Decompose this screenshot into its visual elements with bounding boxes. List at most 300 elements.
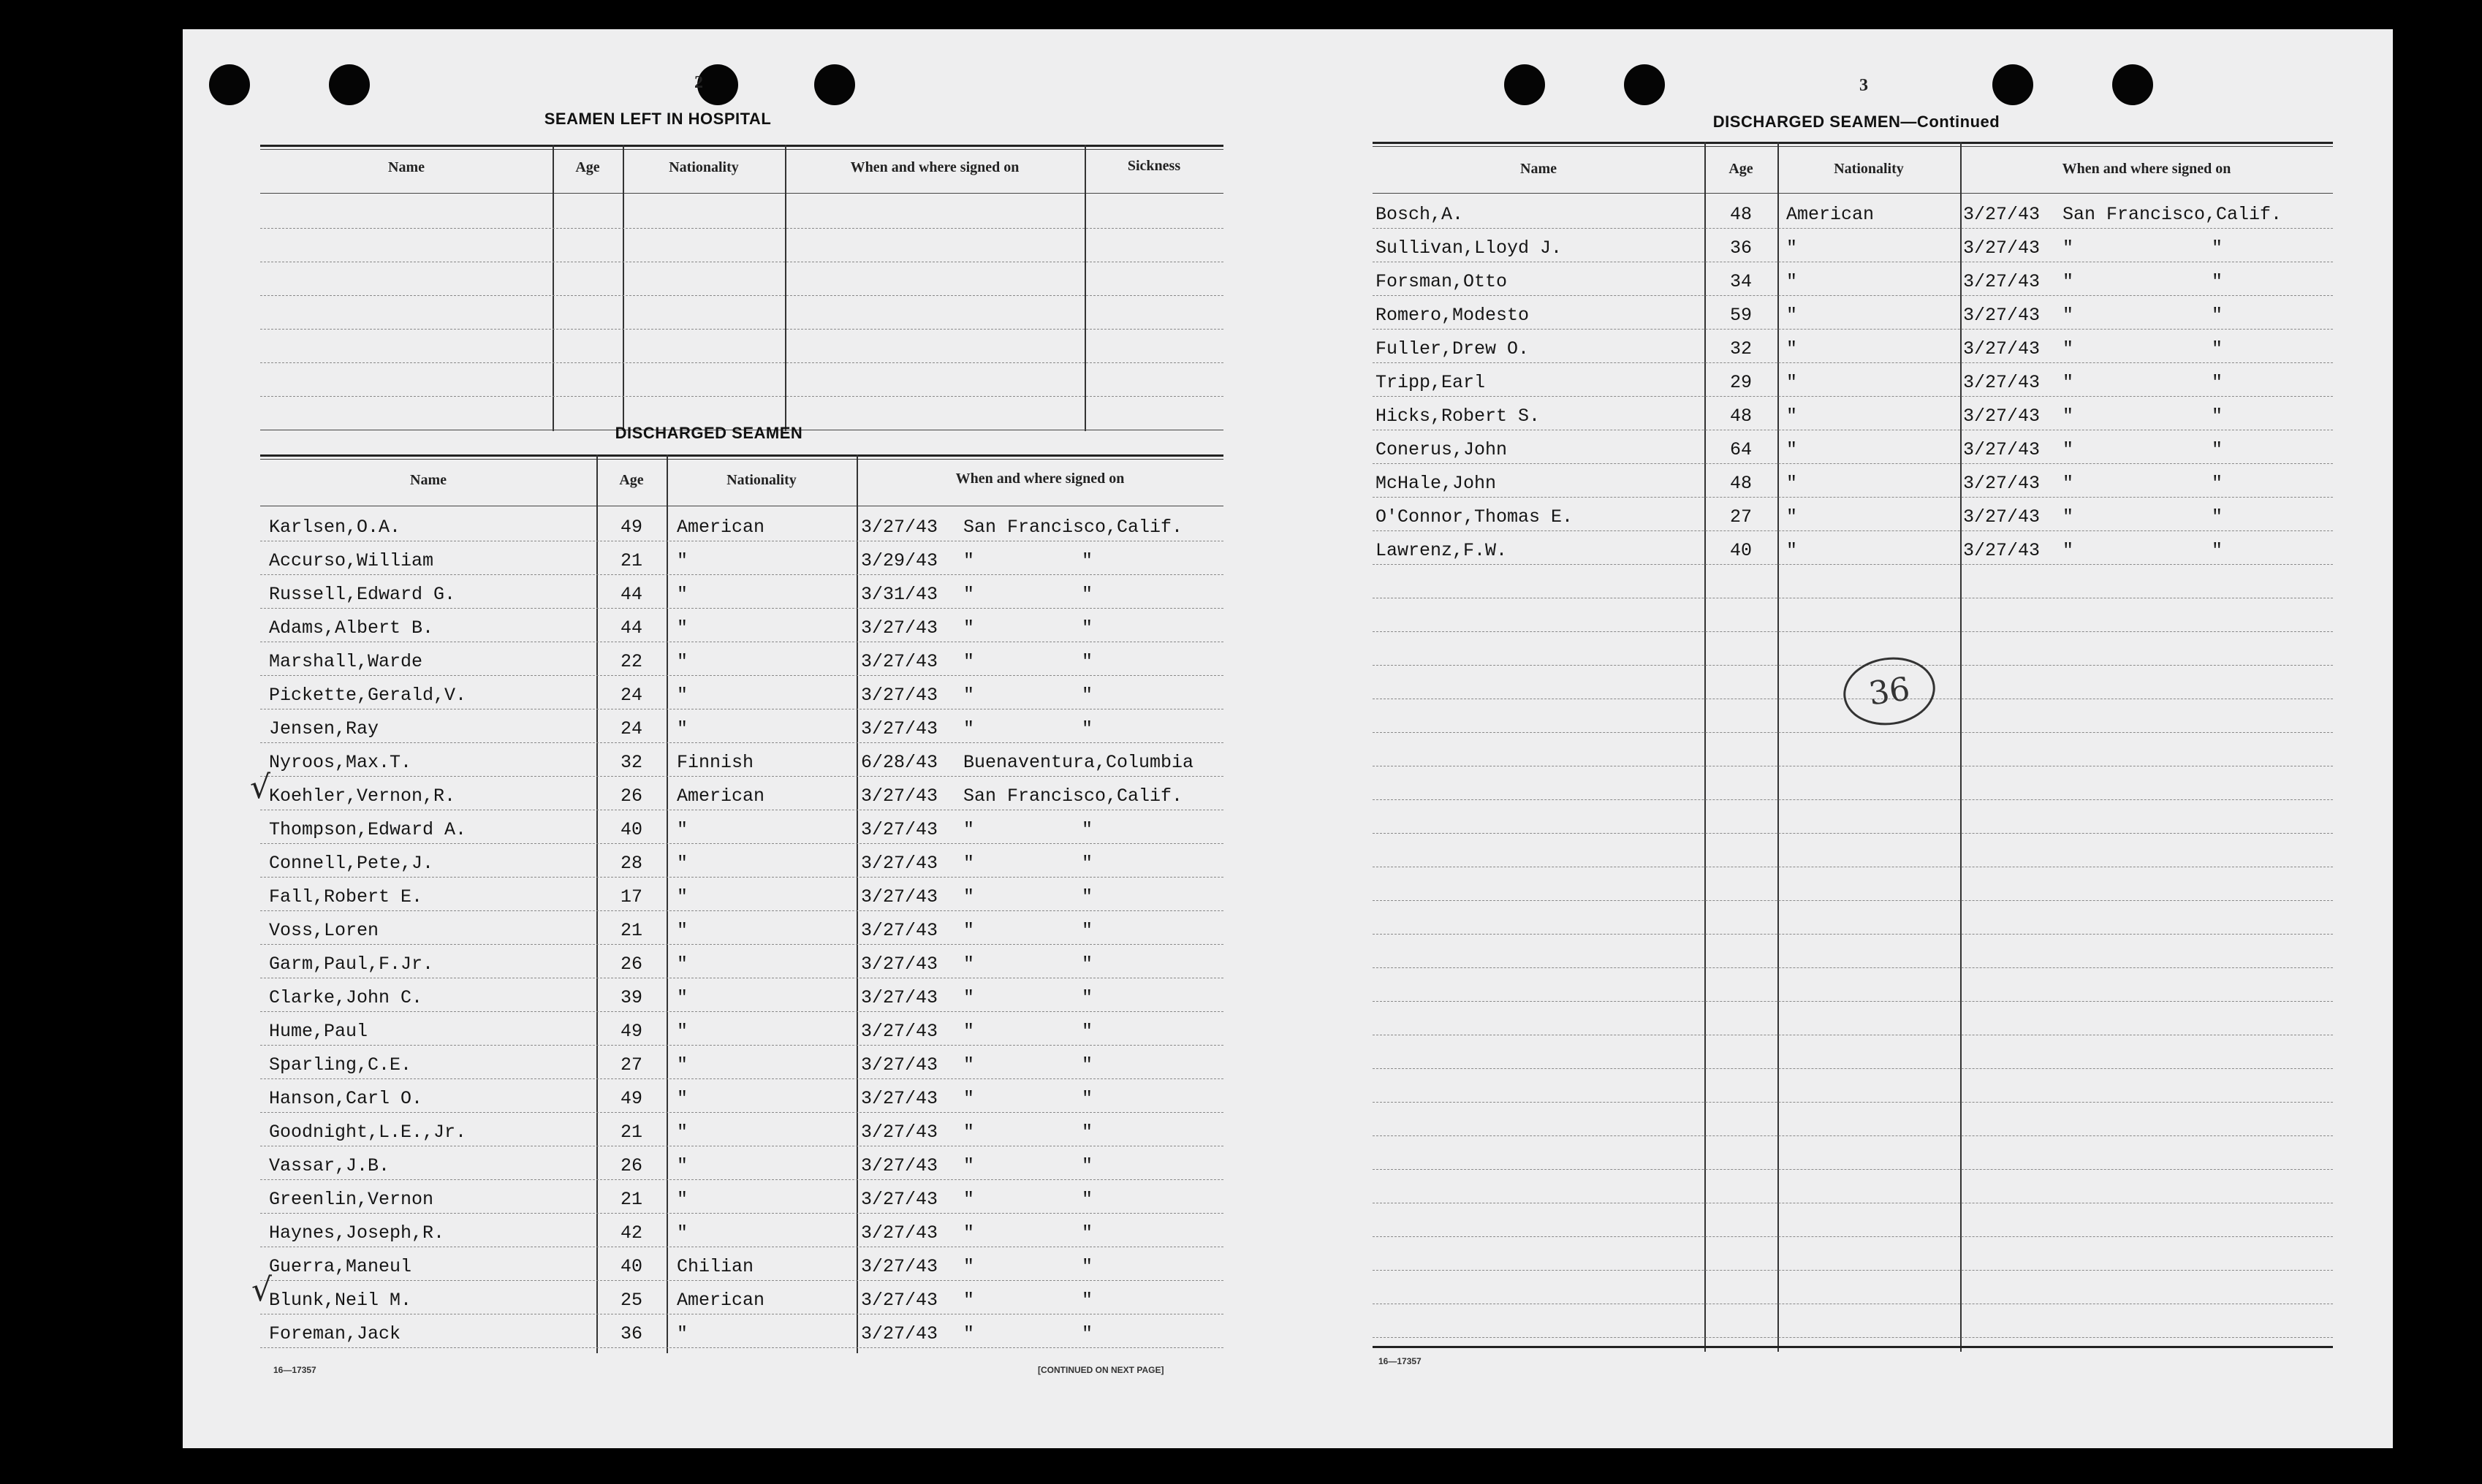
col-header: Name <box>388 159 425 175</box>
signed-on-place: " <box>963 987 975 1008</box>
col-header: Nationality <box>1834 161 1904 177</box>
table-row <box>260 1280 1223 1314</box>
signed-on-state: " <box>1082 1222 1093 1244</box>
signed-on-state: " <box>1082 987 1093 1008</box>
table-row <box>1373 564 2333 598</box>
seaman-name: Fuller,Drew O. <box>1375 338 1530 359</box>
signed-on-place: " <box>963 1290 975 1311</box>
seaman-nationality: " <box>1786 506 1798 528</box>
table-row <box>1373 295 2333 330</box>
signed-on-state: " <box>1082 1256 1093 1277</box>
signed-on-place: " <box>963 1054 975 1076</box>
signed-on-place: Buenaventura,Columbia <box>963 752 1194 773</box>
signed-on-date: 3/27/43 <box>1963 271 2041 292</box>
signed-on-date: 3/27/43 <box>1963 473 2041 494</box>
table-row <box>1373 228 2333 262</box>
seaman-nationality: " <box>677 584 688 605</box>
table-row <box>1373 732 2333 766</box>
seaman-name: Foreman,Jack <box>269 1323 401 1344</box>
signed-on-date: 3/27/43 <box>861 1290 938 1311</box>
table-row <box>1373 867 2333 901</box>
seaman-age: 40 <box>1729 540 1752 561</box>
signed-on-state: " <box>2212 237 2223 259</box>
table-row <box>1373 900 2333 935</box>
signed-on-place: " <box>963 1323 975 1344</box>
signed-on-date: 3/29/43 <box>861 550 938 571</box>
seaman-name: Voss,Loren <box>269 920 379 941</box>
seaman-age: 21 <box>620 550 642 571</box>
signed-on-place: " <box>963 1021 975 1042</box>
signed-on-state: " <box>1082 1155 1093 1176</box>
signed-on-state: " <box>1082 651 1093 672</box>
seaman-nationality: " <box>677 1155 688 1176</box>
seaman-name: Blunk,Neil M. <box>269 1290 412 1311</box>
signed-on-place: " <box>963 1256 975 1277</box>
table-row <box>1373 1102 2333 1136</box>
table-row <box>260 910 1223 945</box>
signed-on-date: 3/27/43 <box>861 1122 938 1143</box>
punch-hole <box>814 64 855 105</box>
seaman-nationality: " <box>1786 271 1798 292</box>
signed-on-place: " <box>2062 338 2074 359</box>
seaman-nationality: " <box>1786 305 1798 326</box>
seaman-nationality: " <box>677 617 688 639</box>
signed-on-date: 3/27/43 <box>861 1021 938 1042</box>
seaman-nationality: " <box>677 1122 688 1143</box>
seaman-name: Pickette,Gerald,V. <box>269 685 467 706</box>
seaman-age: 25 <box>620 1290 642 1311</box>
seaman-nationality: " <box>677 1189 688 1210</box>
seaman-nationality: " <box>1786 540 1798 561</box>
seaman-nationality: " <box>677 987 688 1008</box>
signed-on-place: San Francisco,Calif. <box>963 517 1183 538</box>
table-row <box>1373 329 2333 363</box>
seaman-name: Adams,Albert B. <box>269 617 434 639</box>
signed-on-state: " <box>1082 954 1093 975</box>
seaman-name: Clarke,John C. <box>269 987 423 1008</box>
seaman-nationality: Chilian <box>677 1256 754 1277</box>
col-header: When and where signed on <box>955 471 1125 487</box>
signed-on-date: 3/27/43 <box>861 1088 938 1109</box>
seaman-nationality: " <box>677 920 688 941</box>
table-row <box>1373 1304 2333 1338</box>
signed-on-date: 3/27/43 <box>861 617 938 639</box>
seaman-name: Conerus,John <box>1375 439 1508 460</box>
seaman-age: 36 <box>1729 237 1752 259</box>
signed-on-place: " <box>963 886 975 907</box>
table-row <box>1373 463 2333 498</box>
signed-on-date: 3/27/43 <box>861 785 938 807</box>
seaman-nationality: " <box>677 886 688 907</box>
seaman-nationality: " <box>1786 237 1798 259</box>
signed-on-place: " <box>963 1122 975 1143</box>
table-row <box>1373 1169 2333 1203</box>
col-header: Age <box>575 159 600 175</box>
signed-on-place: " <box>2062 506 2074 528</box>
signed-on-date: 3/27/43 <box>1963 305 2041 326</box>
table-row <box>260 675 1223 709</box>
signed-on-place: " <box>2062 237 2074 259</box>
col-header: Age <box>1728 161 1753 177</box>
signed-on-state: " <box>1082 1088 1093 1109</box>
seaman-name: Guerra,Maneul <box>269 1256 412 1277</box>
seaman-name: Russell,Edward G. <box>269 584 456 605</box>
seaman-name: Sullivan,Lloyd J. <box>1375 237 1563 259</box>
seaman-nationality: " <box>677 1323 688 1344</box>
col-header: Nationality <box>726 472 797 488</box>
signed-on-state: " <box>2212 271 2223 292</box>
discharged-table <box>260 454 1223 1353</box>
signed-on-place: " <box>963 651 975 672</box>
table-row <box>1373 598 2333 632</box>
table-row <box>260 978 1223 1012</box>
seaman-nationality: " <box>1786 439 1798 460</box>
signed-on-date: 3/27/43 <box>861 718 938 739</box>
seaman-name: Koehler,Vernon,R. <box>269 785 456 807</box>
signed-on-place: " <box>963 819 975 840</box>
table-row <box>260 507 1223 541</box>
signed-on-date: 3/27/43 <box>1963 204 2041 225</box>
table-row <box>1373 934 2333 968</box>
table-row <box>1373 1135 2333 1170</box>
seaman-age: 32 <box>620 752 642 773</box>
seaman-name: Forsman,Otto <box>1375 271 1508 292</box>
signed-on-state: " <box>1082 584 1093 605</box>
table-row <box>1373 1001 2333 1035</box>
signed-on-date: 3/27/43 <box>1963 439 2041 460</box>
seaman-name: O'Connor,Thomas E. <box>1375 506 1574 528</box>
seaman-age: 59 <box>1729 305 1752 326</box>
signed-on-place: " <box>963 617 975 639</box>
table-row <box>260 709 1223 743</box>
col-header: Age <box>619 472 644 488</box>
signed-on-date: 3/27/43 <box>861 886 938 907</box>
seaman-nationality: " <box>1786 406 1798 427</box>
seaman-nationality: " <box>1786 473 1798 494</box>
signed-on-state: " <box>2212 406 2223 427</box>
signed-on-state: " <box>1082 718 1093 739</box>
seaman-age: 29 <box>1729 372 1752 393</box>
seaman-age: 26 <box>620 1155 642 1176</box>
signed-on-place: San Francisco,Calif. <box>963 785 1183 807</box>
signed-on-date: 3/27/43 <box>1963 372 2041 393</box>
seaman-age: 48 <box>1729 473 1752 494</box>
seaman-nationality: " <box>677 819 688 840</box>
seaman-age: 26 <box>620 785 642 807</box>
seaman-nationality: American <box>677 785 765 807</box>
table-row <box>1373 631 2333 666</box>
seaman-nationality: Finnish <box>677 752 754 773</box>
signed-on-place: " <box>963 853 975 874</box>
seaman-name: Jensen,Ray <box>269 718 379 739</box>
seaman-name: Marshall,Warde <box>269 651 423 672</box>
signed-on-state: " <box>2212 372 2223 393</box>
signed-on-date: 3/27/43 <box>861 954 938 975</box>
signed-on-state: " <box>1082 617 1093 639</box>
signed-on-date: 3/31/43 <box>861 584 938 605</box>
continued-note: [CONTINUED ON NEXT PAGE] <box>1038 1365 1164 1375</box>
form-number: 16—17357 <box>1378 1356 1422 1366</box>
signed-on-state: " <box>1082 920 1093 941</box>
table-row <box>1373 967 2333 1002</box>
seaman-age: 17 <box>620 886 642 907</box>
table-row <box>1373 362 2333 397</box>
table-row <box>1373 1068 2333 1103</box>
seaman-name: Lawrenz,F.W. <box>1375 540 1508 561</box>
discharged-continued-title: DISCHARGED SEAMEN—Continued <box>1712 113 2000 131</box>
signed-on-date: 3/27/43 <box>861 1054 938 1076</box>
seaman-name: Thompson,Edward A. <box>269 819 467 840</box>
discharged-continued-table <box>1373 142 2333 1352</box>
punch-hole <box>1504 64 1545 105</box>
seaman-name: Vassar,J.B. <box>269 1155 390 1176</box>
seaman-nationality: " <box>677 954 688 975</box>
table-row <box>260 776 1223 810</box>
seaman-name: Karlsen,O.A. <box>269 517 401 538</box>
table-row <box>260 541 1223 575</box>
form-number: 16—17357 <box>273 1365 316 1375</box>
table-row <box>1373 1270 2333 1304</box>
seaman-nationality: " <box>677 550 688 571</box>
punch-hole <box>1992 64 2033 105</box>
seaman-age: 49 <box>620 517 642 538</box>
signed-on-date: 3/27/43 <box>861 819 938 840</box>
document-sheet <box>183 29 2393 1448</box>
table-row <box>260 1078 1223 1113</box>
table-row <box>1373 766 2333 800</box>
signed-on-date: 3/27/43 <box>1963 237 2041 259</box>
seaman-age: 39 <box>620 987 642 1008</box>
seaman-name: Tripp,Earl <box>1375 372 1486 393</box>
signed-on-place: " <box>2062 406 2074 427</box>
table-row <box>260 1314 1223 1348</box>
seaman-age: 49 <box>620 1088 642 1109</box>
hospital-title: SEAMEN LEFT IN HOSPITAL <box>544 110 772 128</box>
col-header: When and where signed on <box>2062 161 2231 177</box>
seaman-nationality: " <box>677 651 688 672</box>
punch-hole <box>329 64 370 105</box>
signed-on-date: 3/27/43 <box>861 651 938 672</box>
table-row <box>260 843 1223 878</box>
seaman-name: Bosch,A. <box>1375 204 1464 225</box>
seaman-age: 27 <box>620 1054 642 1076</box>
seaman-nationality: " <box>1786 372 1798 393</box>
signed-on-date: 3/27/43 <box>861 1189 938 1210</box>
seaman-name: Sparling,C.E. <box>269 1054 412 1076</box>
seaman-age: 48 <box>1729 204 1752 225</box>
signed-on-state: " <box>1082 819 1093 840</box>
col-header: Sickness <box>1127 158 1181 174</box>
signed-on-place: " <box>963 1222 975 1244</box>
table-row <box>260 1213 1223 1247</box>
signed-on-state: " <box>2212 473 2223 494</box>
table-row <box>260 877 1223 911</box>
signed-on-state: " <box>1082 853 1093 874</box>
signed-on-state: " <box>2212 540 2223 561</box>
seaman-age: 32 <box>1729 338 1752 359</box>
table-row <box>260 742 1223 777</box>
signed-on-state: " <box>2212 338 2223 359</box>
check-mark: √ <box>251 1271 273 1309</box>
signed-on-date: 3/27/43 <box>861 1222 938 1244</box>
signed-on-state: " <box>1082 1021 1093 1042</box>
seaman-age: 42 <box>620 1222 642 1244</box>
signed-on-place: " <box>963 718 975 739</box>
signed-on-date: 3/27/43 <box>1963 338 2041 359</box>
signed-on-state: " <box>1082 685 1093 706</box>
signed-on-state: " <box>2212 506 2223 528</box>
table-row <box>260 1011 1223 1046</box>
seaman-age: 44 <box>620 584 642 605</box>
seaman-nationality: " <box>677 685 688 706</box>
signed-on-place: San Francisco,Calif. <box>2062 204 2282 225</box>
col-header: When and where signed on <box>850 159 1020 175</box>
table-row <box>1373 396 2333 430</box>
seaman-name: Hanson,Carl O. <box>269 1088 423 1109</box>
signed-on-place: " <box>963 1189 975 1210</box>
signed-on-place: " <box>2062 439 2074 460</box>
seaman-nationality: American <box>677 1290 765 1311</box>
seaman-name: Nyroos,Max.T. <box>269 752 412 773</box>
seaman-age: 48 <box>1729 406 1752 427</box>
signed-on-state: " <box>2212 305 2223 326</box>
signed-on-place: " <box>963 550 975 571</box>
seaman-age: 21 <box>620 920 642 941</box>
signed-on-place: " <box>2062 305 2074 326</box>
seaman-name: McHale,John <box>1375 473 1497 494</box>
table-row <box>260 1045 1223 1079</box>
signed-on-date: 3/27/43 <box>861 987 938 1008</box>
seaman-age: 21 <box>620 1189 642 1210</box>
table-row <box>1373 833 2333 867</box>
col-header: Nationality <box>669 159 739 175</box>
seaman-age: 26 <box>620 954 642 975</box>
table-row <box>1373 1035 2333 1069</box>
hospital-table <box>260 145 1223 431</box>
signed-on-date: 3/27/43 <box>861 1256 938 1277</box>
signed-on-date: 3/27/43 <box>1963 406 2041 427</box>
table-row <box>260 608 1223 642</box>
signed-on-date: 3/27/43 <box>861 920 938 941</box>
signed-on-date: 3/27/43 <box>861 853 938 874</box>
punch-hole <box>697 64 738 105</box>
table-row <box>1373 194 2333 229</box>
signed-on-place: " <box>963 685 975 706</box>
signed-on-place: " <box>963 920 975 941</box>
signed-on-place: " <box>963 1155 975 1176</box>
circled-count-note: 36 <box>1839 652 1940 731</box>
table-row <box>260 1146 1223 1180</box>
seaman-age: 22 <box>620 651 642 672</box>
seaman-name: Hicks,Robert S. <box>1375 406 1541 427</box>
table-row <box>260 810 1223 844</box>
signed-on-place: " <box>963 954 975 975</box>
table-row <box>260 642 1223 676</box>
table-row <box>1373 262 2333 296</box>
seaman-age: 40 <box>620 1256 642 1277</box>
punch-hole <box>209 64 250 105</box>
signed-on-date: 3/27/43 <box>861 1323 938 1344</box>
table-row <box>1373 530 2333 565</box>
seaman-age: 40 <box>620 819 642 840</box>
seaman-nationality: " <box>677 1054 688 1076</box>
discharged-title: DISCHARGED SEAMEN <box>615 424 803 442</box>
seaman-name: Fall,Robert E. <box>269 886 423 907</box>
signed-on-date: 3/27/43 <box>1963 506 2041 528</box>
seaman-nationality: American <box>677 517 765 538</box>
table-row <box>1373 430 2333 464</box>
seaman-name: Haynes,Joseph,R. <box>269 1222 445 1244</box>
signed-on-state: " <box>2212 439 2223 460</box>
seaman-age: 21 <box>620 1122 642 1143</box>
table-row <box>260 1179 1223 1214</box>
signed-on-state: " <box>1082 550 1093 571</box>
signed-on-state: " <box>1082 1189 1093 1210</box>
seaman-name: Greenlin,Vernon <box>269 1189 434 1210</box>
page-number: 3 <box>1859 76 1868 95</box>
seaman-nationality: " <box>1786 338 1798 359</box>
seaman-age: 49 <box>620 1021 642 1042</box>
seaman-age: 24 <box>620 718 642 739</box>
seaman-nationality: " <box>677 1222 688 1244</box>
seaman-name: Connell,Pete,J. <box>269 853 434 874</box>
table-row <box>1373 1236 2333 1271</box>
seaman-age: 34 <box>1729 271 1752 292</box>
table-row <box>260 574 1223 609</box>
signed-on-date: 3/27/43 <box>1963 540 2041 561</box>
signed-on-place: " <box>2062 271 2074 292</box>
seaman-age: 27 <box>1729 506 1752 528</box>
page-number: 2 <box>694 73 703 92</box>
table-row <box>1373 799 2333 834</box>
table-row <box>260 1247 1223 1281</box>
signed-on-state: " <box>1082 1290 1093 1311</box>
seaman-name: Hume,Paul <box>269 1021 368 1042</box>
seaman-nationality: " <box>677 1088 688 1109</box>
signed-on-date: 6/28/43 <box>861 752 938 773</box>
seaman-age: 24 <box>620 685 642 706</box>
signed-on-place: " <box>963 1088 975 1109</box>
seaman-nationality: " <box>677 1021 688 1042</box>
table-row <box>260 1112 1223 1146</box>
seaman-age: 64 <box>1729 439 1752 460</box>
signed-on-state: " <box>1082 1323 1093 1344</box>
col-header: Name <box>1520 161 1557 177</box>
signed-on-date: 3/27/43 <box>861 685 938 706</box>
table-row <box>1373 1203 2333 1237</box>
seaman-age: 28 <box>620 853 642 874</box>
signed-on-state: " <box>1082 886 1093 907</box>
signed-on-place: " <box>2062 473 2074 494</box>
punch-hole <box>1624 64 1665 105</box>
signed-on-place: " <box>2062 540 2074 561</box>
signed-on-date: 3/27/43 <box>861 517 938 538</box>
seaman-name: Romero,Modesto <box>1375 305 1530 326</box>
seaman-nationality: " <box>677 718 688 739</box>
table-row <box>1373 497 2333 531</box>
signed-on-state: " <box>1082 1054 1093 1076</box>
seaman-nationality: " <box>677 853 688 874</box>
signed-on-state: " <box>1082 1122 1093 1143</box>
col-header: Name <box>410 472 447 488</box>
seaman-age: 36 <box>620 1323 642 1344</box>
signed-on-place: " <box>2062 372 2074 393</box>
punch-hole <box>2112 64 2153 105</box>
table-row <box>260 944 1223 978</box>
seaman-age: 44 <box>620 617 642 639</box>
seaman-name: Garm,Paul,F.Jr. <box>269 954 434 975</box>
seaman-name: Accurso,William <box>269 550 434 571</box>
